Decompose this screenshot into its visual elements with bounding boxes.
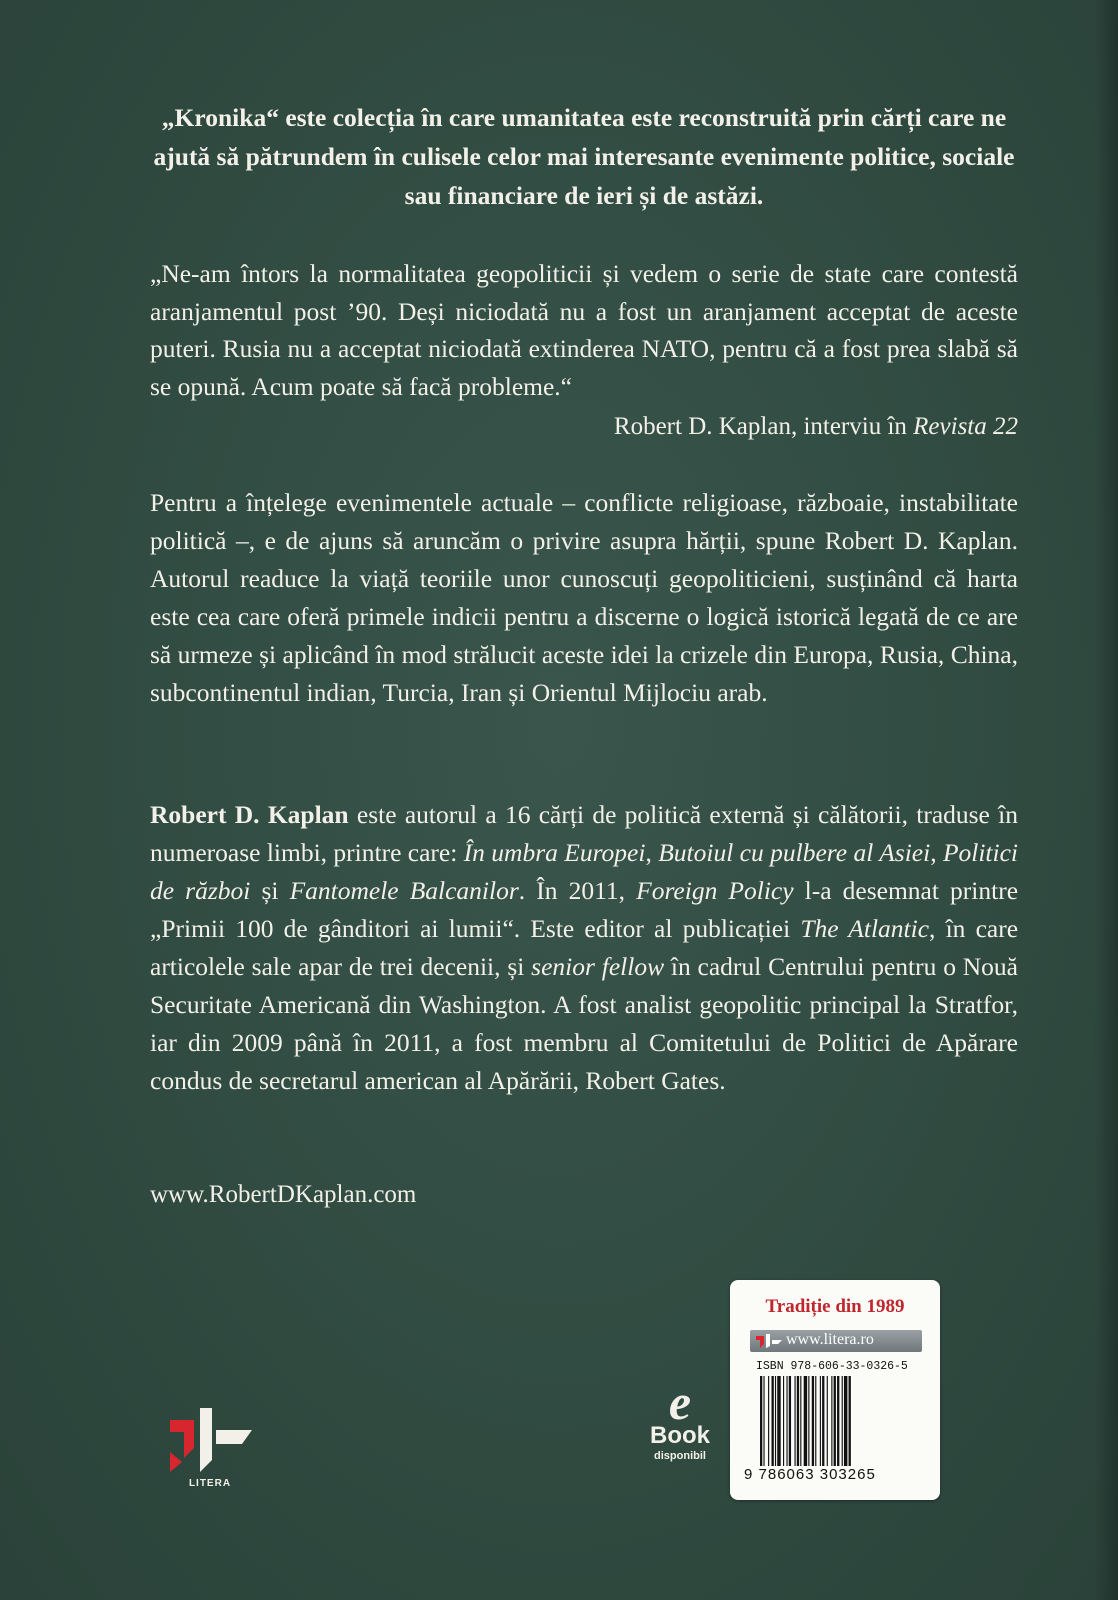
ebook-available-label: disponibil <box>654 1450 706 1462</box>
tradition-label: Tradiție din 1989 <box>765 1296 905 1317</box>
book-title: Politici de război <box>150 838 1019 905</box>
publisher-url-bar <box>750 1330 922 1352</box>
ebook-e-letter: e <box>668 1374 692 1430</box>
bio-text: . În 2011, <box>518 876 637 905</box>
spine-shadow <box>1094 0 1118 1600</box>
author-bio <box>150 796 1018 1100</box>
publisher-url: www.litera.ro <box>786 1331 874 1348</box>
author-name: Robert D. Kaplan <box>150 800 349 829</box>
bio-text: l-a desemnat printre „Primii 100 de gânditori ai lumii“. Este editor al publicației <box>150 876 1019 943</box>
collection-blurb: „Kronika“ este colecția în care umanitatea este reconstruită prin cărți care ne ajută să pătrundem în culisele celor mai interesante evenimente politice, sociale sau financiare de ieri și de astăzi. <box>153 103 1015 210</box>
barcode-number: 9 786063 303265 <box>744 1466 876 1483</box>
kaplan-quote <box>150 255 1018 405</box>
bio-text: în cadrul Centrului pentru o Nouă Securitate Americană din Washington. A fost analist geopolitic principal la Stratfor, iar din 2009 până în 2011, a fost membru al Comitetului de Politici de Apărare condus de secretarul american al Apărării, Robert Gates. <box>150 952 1018 1095</box>
book-title: În umbra Europei <box>463 838 646 867</box>
barcode-icon <box>760 1376 920 1466</box>
magazine-title: Foreign Policy <box>636 876 794 905</box>
isbn-label: ISBN 978-606-33-0326-5 <box>756 1360 908 1373</box>
bio-text: și <box>250 876 290 905</box>
publisher-sticker <box>730 1280 940 1500</box>
attribution-source: Revista 22 <box>913 413 1018 440</box>
attribution-prefix: Robert D. Kaplan, interviu în <box>613 413 914 440</box>
book-description: Pentru a înțelege evenimentele actuale – conflicte religioase, războaie, instabilitate politică –, e de ajuns să aruncăm o privire asupra hărții, spune Robert D. Kaplan. Autorul readuce la viață teoriile unor cunoscuți geopoliticieni, susținând că harta este cea care oferă primele indicii pentru a discerne o logică istorică legată de ce are să urmeze și aplicând în mod strălucit aceste idei la crizele din Europa, Rusia, China, subcontinentul indian, Turcia, Iran și Orientul Mijlociu arab. <box>150 488 1018 707</box>
litera-mini-logo-icon <box>756 1334 782 1348</box>
quote-text: „Ne-am întors la normalitatea geopoliticii și vedem o serie de state care contestă aranjamentul post ’90. Deși niciodată nu a fost un aranjament acceptat de aceste puteri. Rusia nu a acceptat niciodată extinderea NATO, pentru că a fost prea slabă să se opună. Acum poate să facă probleme.“ <box>150 259 1018 401</box>
ebook-badge <box>640 1374 720 1490</box>
ebook-book-label: Book <box>650 1422 710 1449</box>
role-title: senior fellow <box>531 952 665 981</box>
bio-text: este autorul a 16 cărți de politică externă și călătorii, traduse în numeroase limbi, printre care: <box>150 800 1018 867</box>
book-title: Butoiul cu pulbere al Asiei <box>658 838 931 867</box>
author-website: www.RobertDKaplan.com <box>150 1181 417 1208</box>
magazine-title: The Atlantic <box>800 914 930 943</box>
bio-text: , în care articolele sale apar de trei decenii, și <box>150 914 1019 981</box>
quote-attribution <box>614 413 1018 441</box>
book-title: Fantomele Balcanilor <box>289 876 519 905</box>
bio-text: , <box>645 838 659 867</box>
bio-text: , <box>930 838 943 867</box>
publisher-logo-text: LITERA <box>188 1478 232 1489</box>
litera-logo-icon <box>160 1400 260 1480</box>
